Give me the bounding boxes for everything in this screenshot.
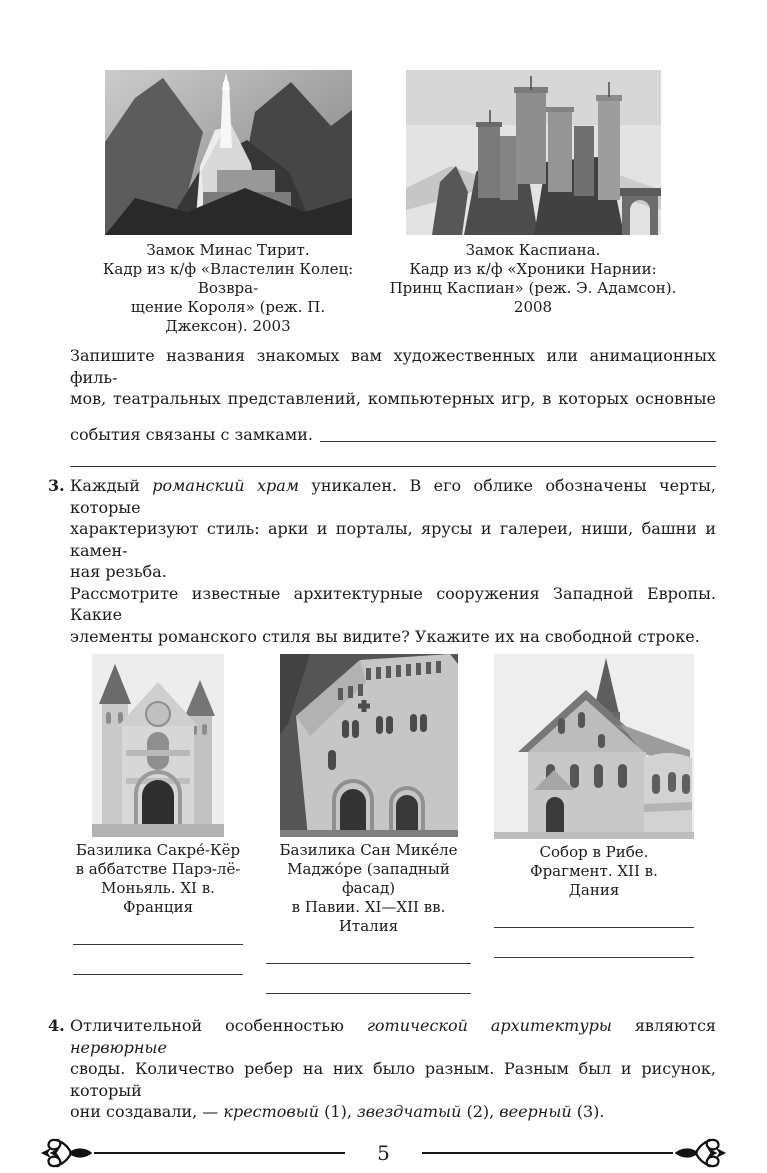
task-text-line: они создавали, — крестовый (1), звездчатый (2), веерный (3). bbox=[70, 1102, 605, 1121]
caption-minas-tirith bbox=[88, 241, 368, 336]
caption-line: Собор в Рибе. bbox=[539, 843, 649, 861]
fleuron-icon bbox=[40, 1133, 94, 1173]
answer-line[interactable] bbox=[73, 974, 243, 975]
task-4 bbox=[0, 1015, 767, 1123]
answer-line[interactable] bbox=[494, 927, 694, 928]
castle-caspian-image bbox=[406, 70, 661, 235]
answer-line[interactable] bbox=[494, 957, 694, 958]
task-text-line: события связаны с замками. bbox=[70, 424, 313, 444]
caption-line: Дания bbox=[568, 881, 620, 899]
caption-line: в Павии. XI—XII вв. Италия bbox=[291, 898, 446, 935]
caption-line: Принц Каспиан» (реж. Э. Адамсон). 2008 bbox=[389, 279, 677, 316]
task-text-line: своды. Количество ребер на них было разным. Разным был и рисунок, который bbox=[70, 1059, 716, 1100]
task-3-text bbox=[70, 475, 716, 647]
task-4-number: 4. bbox=[48, 1016, 65, 1035]
caption-line: Кадр из к/ф «Властелин Колец: Возвра- bbox=[102, 260, 354, 297]
footer-rule-left bbox=[94, 1152, 345, 1154]
caption-line: Фрагмент. XII в. bbox=[530, 862, 658, 880]
basilica-san-michele-image bbox=[280, 654, 458, 837]
figure-san-michele bbox=[266, 654, 471, 994]
page-number: 5 bbox=[377, 1140, 390, 1165]
task-3 bbox=[0, 475, 767, 647]
castle-minas-tirith-image bbox=[105, 70, 352, 235]
caption-line: Базилика Сакре́-Кёр bbox=[75, 841, 241, 859]
ribe-cathedral-image bbox=[494, 654, 694, 839]
task-text-line: ная резьба. bbox=[70, 562, 167, 581]
figure-ribe-cathedral bbox=[494, 654, 694, 994]
task-text-line: Отличительной особенностью готической архитектуры являются нервюрные bbox=[70, 1016, 717, 1057]
caption-line: Маджо́ре (западный фасад) bbox=[287, 860, 450, 897]
task-text-line-with-blank bbox=[70, 424, 716, 446]
church-figures-row bbox=[0, 654, 767, 994]
caption-line: Замок Минас Тирит. bbox=[146, 241, 310, 259]
caption-ribe-cathedral bbox=[530, 843, 658, 900]
answer-line[interactable] bbox=[73, 944, 243, 945]
task-text-line: Каждый романский храм уникален. В его облике обозначены черты, которые bbox=[70, 476, 717, 517]
figure-minas-tirith bbox=[88, 70, 368, 336]
caption-line: Кадр из к/ф «Хроники Нарнии: bbox=[409, 260, 657, 278]
caption-line: в аббатстве Парэ-лё- bbox=[75, 860, 241, 878]
figure-sacre-coeur bbox=[73, 654, 243, 994]
figure-castle-caspian bbox=[387, 70, 679, 336]
task-4-text bbox=[70, 1015, 716, 1123]
castle-figures-row bbox=[0, 0, 767, 336]
task-text-line: элементы романского стиля вы видите? Укажите их на свободной строке. bbox=[70, 626, 700, 646]
answer-line[interactable] bbox=[266, 963, 471, 964]
caption-line: Базилика Сан Мике́ле bbox=[279, 841, 458, 859]
caption-san-michele bbox=[266, 841, 471, 936]
task-text-line: Рассмотрите известные архитектурные сооружения Западной Европы. Какие bbox=[70, 583, 716, 624]
fleuron-icon bbox=[673, 1133, 727, 1173]
task-3-number: 3. bbox=[48, 476, 65, 495]
task-text-line: характеризуют стиль: арки и порталы, ярусы и галереи, ниши, башни и камен- bbox=[70, 519, 716, 560]
caption-line: Моньяль. XI в. Франция bbox=[101, 879, 215, 916]
answer-line[interactable] bbox=[70, 466, 716, 467]
basilica-sacre-coeur-image bbox=[92, 654, 224, 837]
answer-line[interactable] bbox=[320, 424, 716, 443]
caption-line: Замок Каспиана. bbox=[465, 241, 601, 259]
task-text-line: Запишите названия знакомых вам художественных или анимационных филь- bbox=[70, 346, 716, 387]
footer-rule-right bbox=[422, 1152, 673, 1154]
page-footer bbox=[40, 1133, 727, 1173]
caption-castle-caspian bbox=[387, 241, 679, 317]
castles-task-text bbox=[70, 345, 716, 445]
task-text-line: мов, театральных представлений, компьютерных игр, в которых основные bbox=[70, 389, 716, 408]
caption-line: щение Короля» (реж. П. Джексон). 2003 bbox=[130, 298, 326, 335]
answer-line[interactable] bbox=[266, 993, 471, 994]
caption-sacre-coeur bbox=[73, 841, 243, 917]
